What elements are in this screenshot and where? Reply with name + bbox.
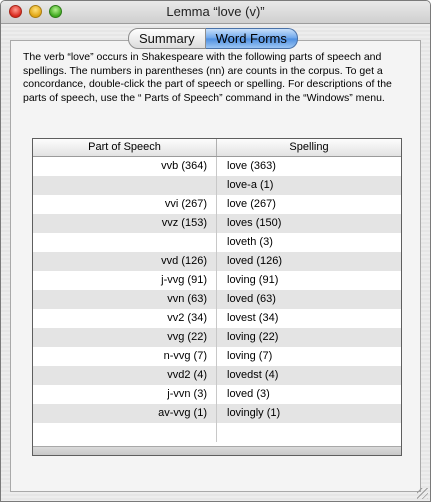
pos-cell[interactable] xyxy=(33,423,217,442)
pos-cell[interactable]: vvn (63) xyxy=(33,290,217,309)
pos-cell[interactable] xyxy=(33,233,217,252)
word-forms-table xyxy=(32,138,402,456)
column-header-spelling[interactable]: Spelling xyxy=(289,141,329,153)
pos-cell[interactable]: av-vvg (1) xyxy=(33,404,217,423)
table-row[interactable] xyxy=(33,423,401,442)
spelling-cell[interactable]: loving (22) xyxy=(227,331,279,343)
spelling-cell[interactable]: lovedst (4) xyxy=(227,369,279,381)
table-row[interactable] xyxy=(33,309,401,328)
table-row[interactable] xyxy=(33,195,401,214)
description-text: The verb “love” occurs in Shakespeare with the following parts of speech and spellings. The numbers in parentheses (nn) are counts in the corpus. To get a concordance, double-click the part of speech or spelling. For descriptions of the parts of speech, use the “ Parts of Speech” command in the “Windows” menu. xyxy=(23,51,392,104)
table-row[interactable] xyxy=(33,328,401,347)
spelling-cell[interactable]: love-a (1) xyxy=(227,179,274,191)
spelling-cell[interactable]: loveth (3) xyxy=(227,236,273,248)
table-row[interactable] xyxy=(33,366,401,385)
pos-cell[interactable]: vvb (364) xyxy=(33,157,217,176)
tab-word-forms[interactable]: Word Forms xyxy=(206,28,298,49)
spelling-cell[interactable]: love (363) xyxy=(227,160,276,172)
spelling-cell[interactable]: loved (3) xyxy=(227,388,270,400)
spelling-cell[interactable]: loved (126) xyxy=(227,255,283,267)
pos-cell[interactable]: vv2 (34) xyxy=(33,309,217,328)
table-row[interactable] xyxy=(33,214,401,233)
pos-cell[interactable]: vvz (153) xyxy=(33,214,217,233)
spelling-cell[interactable]: loved (63) xyxy=(227,293,276,305)
spelling-cell[interactable]: love (267) xyxy=(227,198,276,210)
pos-cell[interactable]: j-vvn (3) xyxy=(33,385,217,404)
title-bar[interactable] xyxy=(1,1,430,24)
tab-summary[interactable]: Summary xyxy=(128,28,206,49)
pos-cell[interactable]: vvg (22) xyxy=(33,328,217,347)
column-header-part-of-speech[interactable]: Part of Speech xyxy=(33,139,217,156)
table-row[interactable] xyxy=(33,233,401,252)
pos-cell[interactable] xyxy=(33,176,217,195)
table-row[interactable] xyxy=(33,385,401,404)
spelling-cell[interactable]: lovingly (1) xyxy=(227,407,281,419)
spelling-cell[interactable]: loves (150) xyxy=(227,217,282,229)
table-row[interactable] xyxy=(33,176,401,195)
segmented-tabs xyxy=(128,28,298,49)
table-row[interactable] xyxy=(33,290,401,309)
window-title: Lemma “love (v)” xyxy=(166,4,265,19)
table-header xyxy=(33,139,401,157)
pos-cell[interactable]: vvd2 (4) xyxy=(33,366,217,385)
horizontal-scrollbar[interactable] xyxy=(33,446,401,455)
table-body xyxy=(33,157,401,442)
table-row[interactable] xyxy=(33,271,401,290)
pos-cell[interactable]: n-vvg (7) xyxy=(33,347,217,366)
table-row[interactable] xyxy=(33,404,401,423)
resize-grip[interactable] xyxy=(417,488,428,499)
pos-cell[interactable]: vvi (267) xyxy=(33,195,217,214)
spelling-cell[interactable]: loving (7) xyxy=(227,350,273,362)
table-row[interactable] xyxy=(33,157,401,176)
spelling-cell[interactable]: lovest (34) xyxy=(227,312,279,324)
spelling-cell[interactable] xyxy=(217,423,227,442)
table-row[interactable] xyxy=(33,347,401,366)
spelling-cell[interactable]: loving (91) xyxy=(227,274,279,286)
table-row[interactable] xyxy=(33,252,401,271)
pos-cell[interactable]: j-vvg (91) xyxy=(33,271,217,290)
pos-cell[interactable]: vvd (126) xyxy=(33,252,217,271)
